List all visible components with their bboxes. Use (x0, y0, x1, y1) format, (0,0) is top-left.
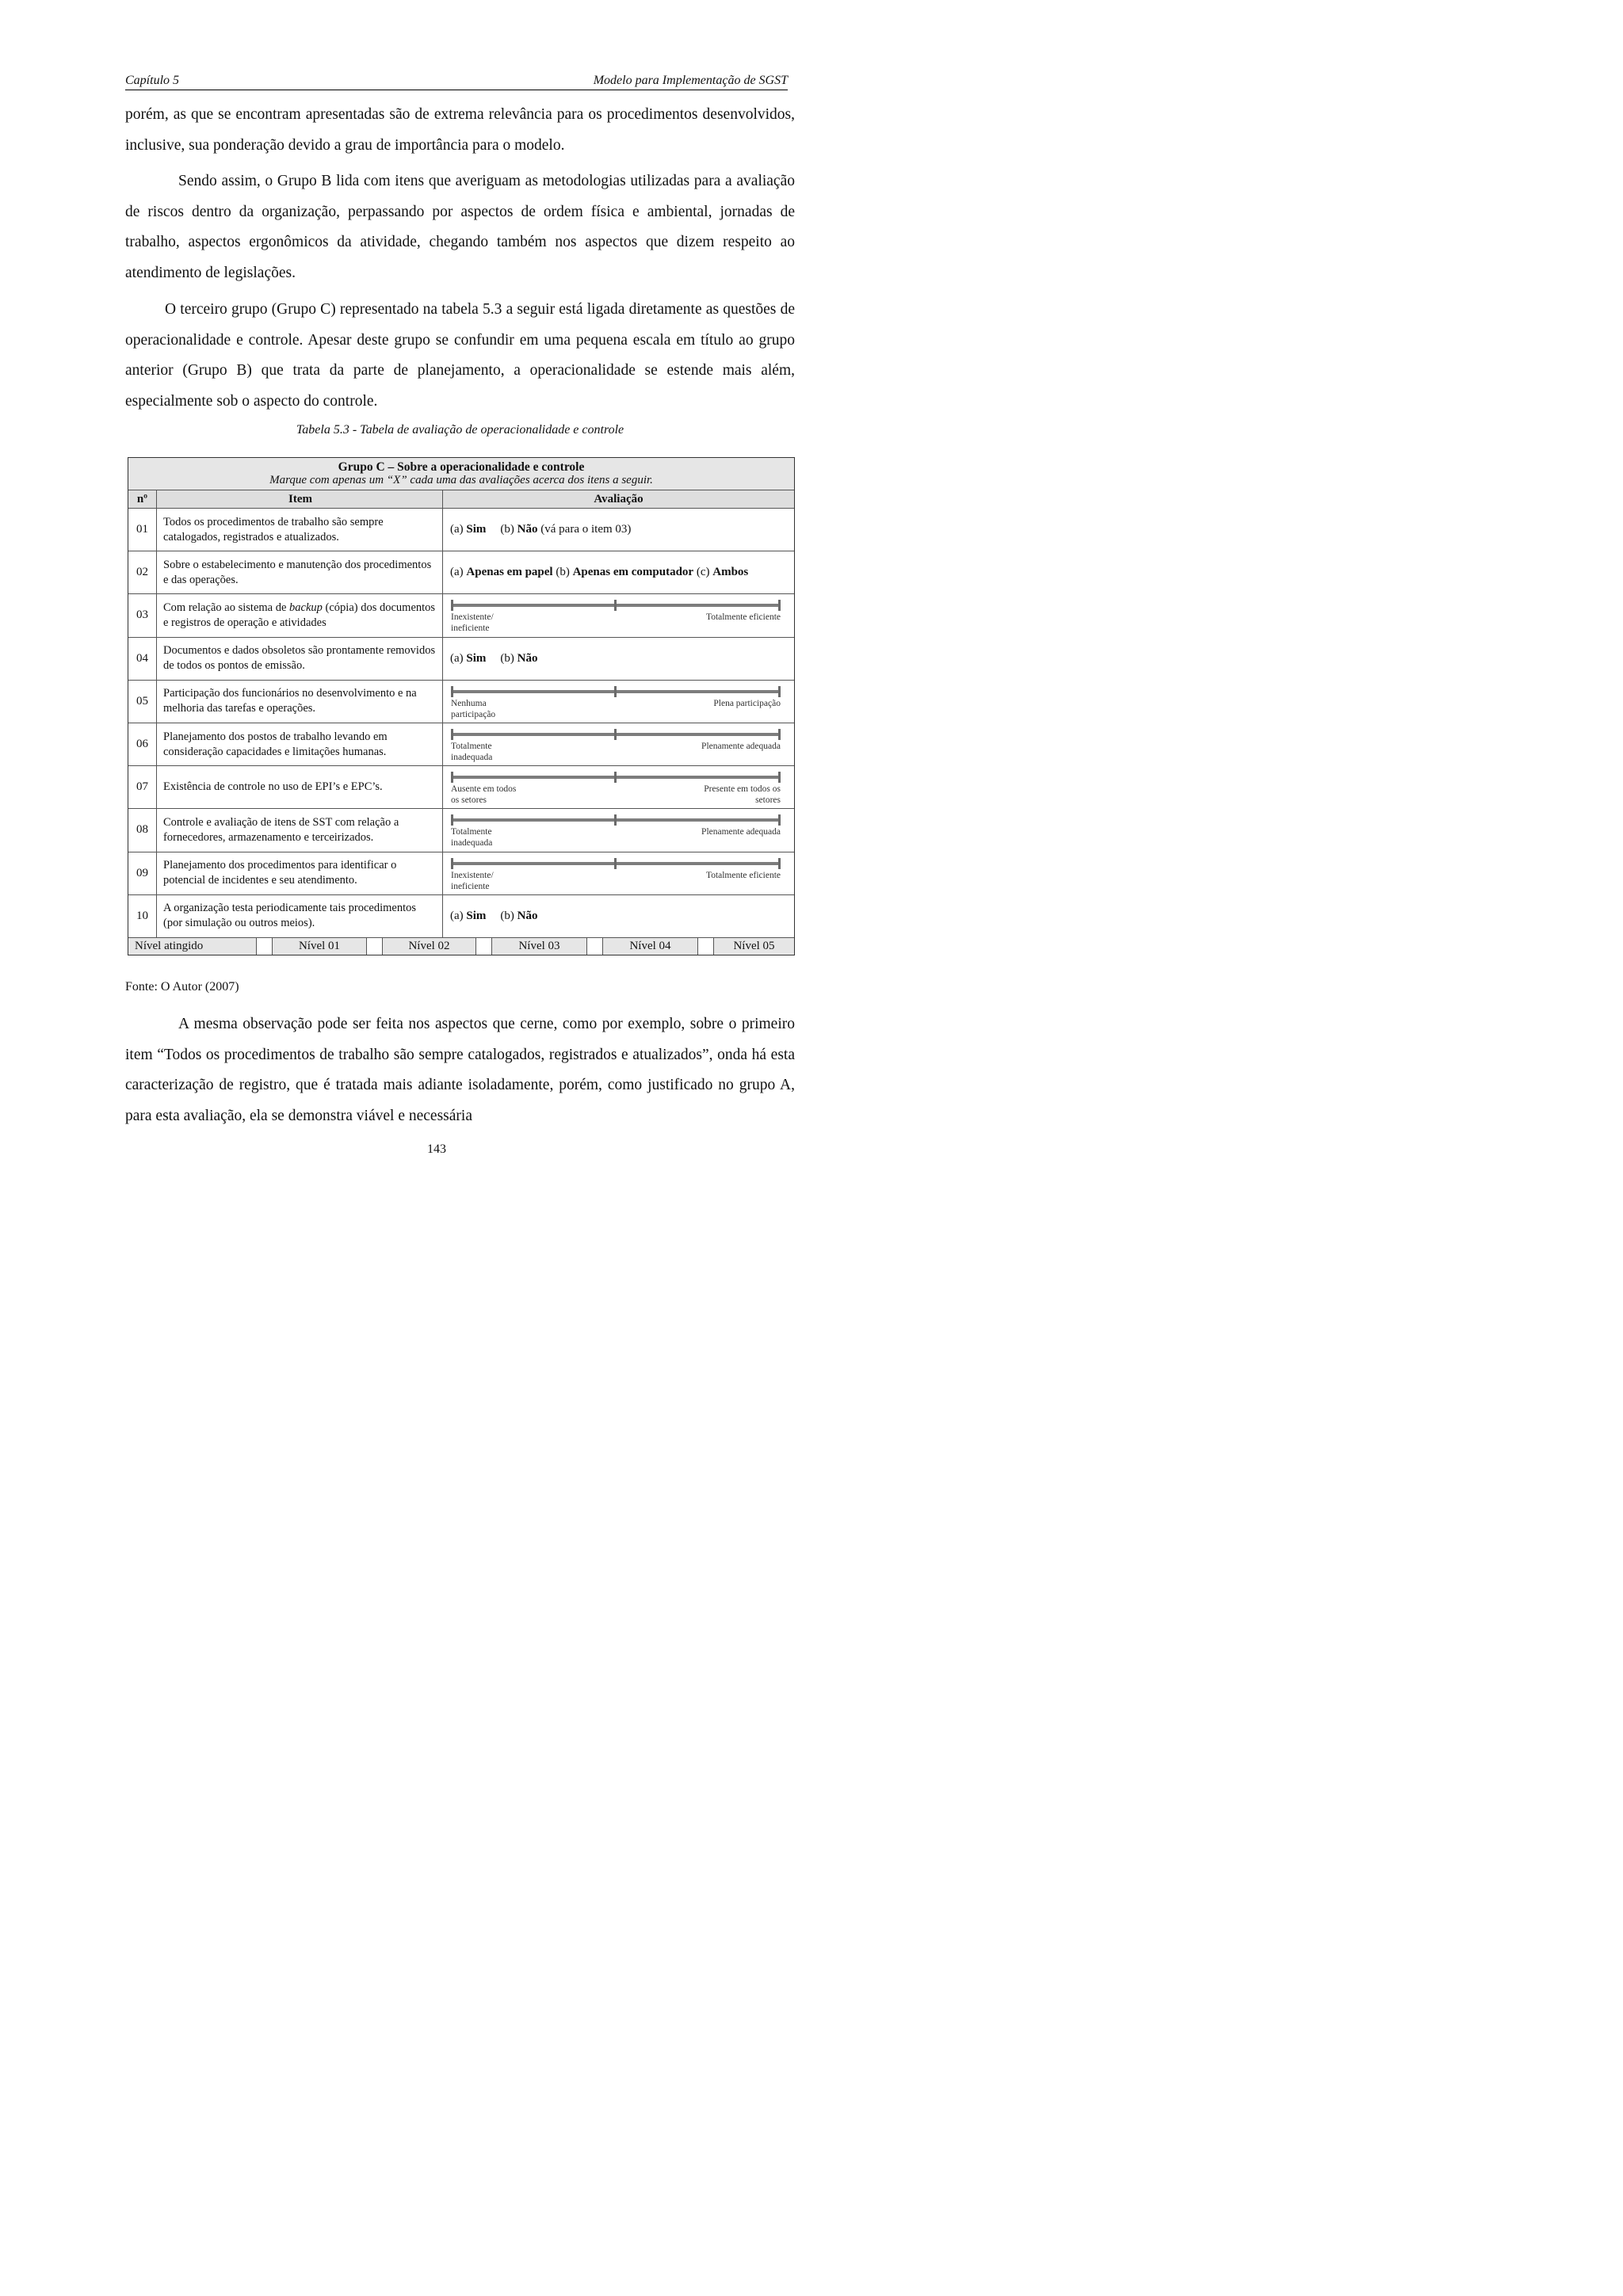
scale-tick (778, 686, 781, 697)
row-item: A organização testa periodicamente tais procedimentos (por simulação ou outros meios). (157, 895, 443, 937)
option-a-prefix: (a) (450, 566, 467, 579)
level-checkbox[interactable] (698, 938, 714, 955)
evaluation-scale[interactable] (451, 772, 781, 809)
scale-tick (451, 686, 453, 697)
row-number: 04 (128, 638, 157, 680)
row-number: 09 (128, 852, 157, 894)
item-text: (cópia) dos documentos e registros de operação e atividades (163, 601, 436, 629)
running-header (125, 74, 788, 90)
row-number: 03 (128, 594, 157, 636)
option-b-prefix: (b) (552, 566, 573, 579)
scale-right-label: Totalmente eficiente (705, 612, 781, 623)
header-item: Item (157, 490, 443, 508)
scale-tick (614, 600, 617, 611)
scale-tick (614, 858, 617, 869)
scale-left-label: Totalmente inadequada (451, 827, 493, 849)
level-03: Nível 03 (492, 938, 587, 955)
row-item: Controle e avaliação de itens de SST com relação a fornecedores, armazenamento e terceirizados. (157, 809, 443, 851)
item-text: Com relação ao sistema de (163, 601, 290, 614)
row-number: 01 (128, 509, 157, 551)
table-title: Grupo C – Sobre a operacionalidade e controle (338, 460, 585, 474)
row-evaluation (443, 681, 794, 723)
evaluation-table (128, 457, 795, 955)
scale-right-label: Plenamente adequada (701, 742, 781, 751)
scale-right-label: Plena participação (713, 698, 781, 708)
row-evaluation (443, 809, 794, 851)
level-checkbox[interactable] (476, 938, 492, 955)
row-item: Participação dos funcionários no desenvolvimento e na melhoria das tarefas e operações. (157, 681, 443, 723)
option-a[interactable]: Sim (466, 523, 487, 536)
scale-tick (778, 729, 781, 740)
option-c[interactable]: Ambos (712, 566, 749, 579)
table-caption: Tabela 5.3 - Tabela de avaliação de operacionalidade e controle (296, 423, 624, 437)
scale-tick (451, 772, 453, 783)
row-evaluation (443, 766, 794, 808)
header-number: nº (128, 490, 157, 508)
row-number: 10 (128, 895, 157, 937)
row-item: Existência de controle no uso de EPI’s e EPC’s. (157, 766, 443, 808)
evaluation-scale[interactable] (451, 859, 781, 895)
row-item: Documentos e dados obsoletos são prontamente removidos de todos os pontos de emissão. (157, 638, 443, 680)
scale-tick (778, 600, 781, 611)
scale-left-label: Inexistente/ ineficiente (451, 612, 494, 634)
option-b[interactable]: Não (517, 651, 538, 665)
scale-tick (778, 814, 781, 826)
scale-tick (451, 600, 453, 611)
row-number: 06 (128, 723, 157, 765)
level-05: Nível 05 (733, 940, 775, 952)
paragraph-2: Sendo assim, o Grupo B lida com itens que averiguam as metodologias utilizadas para a avaliação de riscos dentro da organização, perpassando por aspectos de ordem física e ambiental, jornadas de trabalho, aspectos ergonômicos da atividade, chegando também nos aspectos que dizem respeito ao atendimento de legislações. (125, 173, 795, 282)
level-04: Nível 04 (603, 938, 698, 955)
evaluation-scale[interactable] (451, 815, 781, 852)
row-evaluation (443, 895, 794, 937)
option-b-note: (vá para o item 03) (537, 523, 632, 536)
evaluation-options (443, 895, 794, 937)
scale-right-label: Presente em todos os setores (704, 784, 781, 806)
scale-right-label: Totalmente eficiente (705, 870, 781, 880)
scale-right-label: Plenamente adequada (701, 827, 781, 837)
option-a[interactable]: Apenas em papel (466, 566, 553, 579)
section-title: Modelo para Implementação de SGST (593, 74, 788, 87)
table-row (128, 681, 794, 723)
level-row (128, 938, 794, 955)
evaluation-scale[interactable] (451, 601, 781, 637)
scale-tick (451, 814, 453, 826)
chapter-label: Capítulo 5 (125, 74, 180, 87)
option-b[interactable]: Não (517, 523, 538, 536)
scale-tick (614, 729, 617, 740)
row-number: 05 (128, 681, 157, 723)
option-b-prefix: (b) (500, 909, 517, 922)
table-header-row (128, 490, 794, 509)
table-row (128, 594, 794, 637)
row-evaluation (443, 852, 794, 894)
row-evaluation (443, 509, 794, 551)
row-number: 02 (128, 551, 157, 593)
option-b-prefix: (b) (500, 651, 517, 665)
level-checkbox[interactable] (587, 938, 603, 955)
option-b-prefix: (b) (500, 523, 517, 536)
option-a-prefix: (a) (450, 909, 467, 922)
row-evaluation (443, 551, 794, 593)
row-number: 07 (128, 766, 157, 808)
page-number: 143 (427, 1142, 446, 1156)
row-evaluation (443, 594, 794, 636)
row-evaluation (443, 723, 794, 765)
scale-left-label: Nenhuma participação (451, 698, 496, 719)
row-item: Sobre o estabelecimento e manutenção dos procedimentos e das operações. (157, 551, 443, 593)
row-evaluation (443, 638, 794, 680)
option-b[interactable]: Não (517, 909, 538, 922)
evaluation-scale[interactable] (451, 730, 781, 766)
item-italic: backup (289, 601, 323, 614)
table-row (128, 638, 794, 681)
scale-tick (778, 858, 781, 869)
evaluation-scale[interactable] (451, 687, 781, 723)
evaluation-options (443, 638, 794, 680)
scale-tick (451, 858, 453, 869)
source-note: Fonte: O Autor (2007) (125, 980, 239, 994)
evaluation-options (443, 551, 794, 593)
table-row (128, 895, 794, 938)
scale-left-label: Totalmente inadequada (451, 742, 493, 762)
level-label: Nível atingido (128, 938, 257, 955)
table-subtitle: Marque com apenas um “X” cada uma das avaliações acerca dos itens a seguir. (269, 474, 653, 486)
header-evaluation: Avaliação (594, 492, 643, 505)
row-item: Planejamento dos procedimentos para identificar o potencial de incidentes e seu atendimento. (157, 852, 443, 894)
level-checkbox[interactable] (257, 938, 273, 955)
scale-tick (614, 772, 617, 783)
scale-tick (778, 772, 781, 783)
evaluation-options (443, 509, 794, 551)
paragraph-1: porém, as que se encontram apresentadas são de extrema relevância para os procedimentos desenvolvidos, inclusive, sua ponderação devido a grau de importância para o modelo. (125, 106, 795, 154)
row-item (157, 594, 443, 636)
table-row (128, 852, 794, 895)
table-row (128, 723, 794, 766)
option-a[interactable]: Sim (466, 909, 487, 922)
paragraph-4: A mesma observação pode ser feita nos aspectos que cerne, como por exemplo, sobre o primeiro item “Todos os procedimentos de trabalho são sempre catalogados, registrados e atualizados”, onda há esta caracterização de registro, que é tratada mais adiante isoladamente, porém, como justificado no grupo A, para esta avaliação, ela se demonstra viável e necessária (125, 1016, 795, 1125)
option-a-prefix: (a) (450, 651, 467, 665)
scale-tick (451, 729, 453, 740)
level-01: Nível 01 (273, 938, 367, 955)
scale-tick (614, 814, 617, 826)
scale-tick (614, 686, 617, 697)
option-c-prefix: (c) (693, 566, 713, 579)
scale-left-label: Inexistente/ ineficiente (451, 870, 494, 891)
option-a[interactable]: Sim (466, 651, 487, 665)
level-checkbox[interactable] (367, 938, 383, 955)
row-item: Todos os procedimentos de trabalho são sempre catalogados, registrados e atualizados. (157, 509, 443, 551)
level-02: Nível 02 (383, 938, 476, 955)
row-item: Planejamento dos postos de trabalho levando em consideração capacidades e limitações humanas. (157, 723, 443, 765)
table-row (128, 809, 794, 852)
table-row (128, 509, 794, 551)
option-b[interactable]: Apenas em computador (572, 566, 694, 579)
row-number: 08 (128, 809, 157, 851)
table-row (128, 551, 794, 594)
scale-left-label: Ausente em todos os setores (451, 784, 517, 806)
table-row (128, 766, 794, 809)
option-a-prefix: (a) (450, 523, 467, 536)
table-title-row (128, 458, 794, 490)
paragraph-3: O terceiro grupo (Grupo C) representado na tabela 5.3 a seguir está ligada diretamente as questões de operacionalidade e controle. Apesar deste grupo se confundir em uma pequena escala em título ao grupo anterior (Grupo B) que trata da parte de planejamento, a operacionalidade se estende mais além, especialmente sob o aspecto do controle. (125, 301, 795, 410)
